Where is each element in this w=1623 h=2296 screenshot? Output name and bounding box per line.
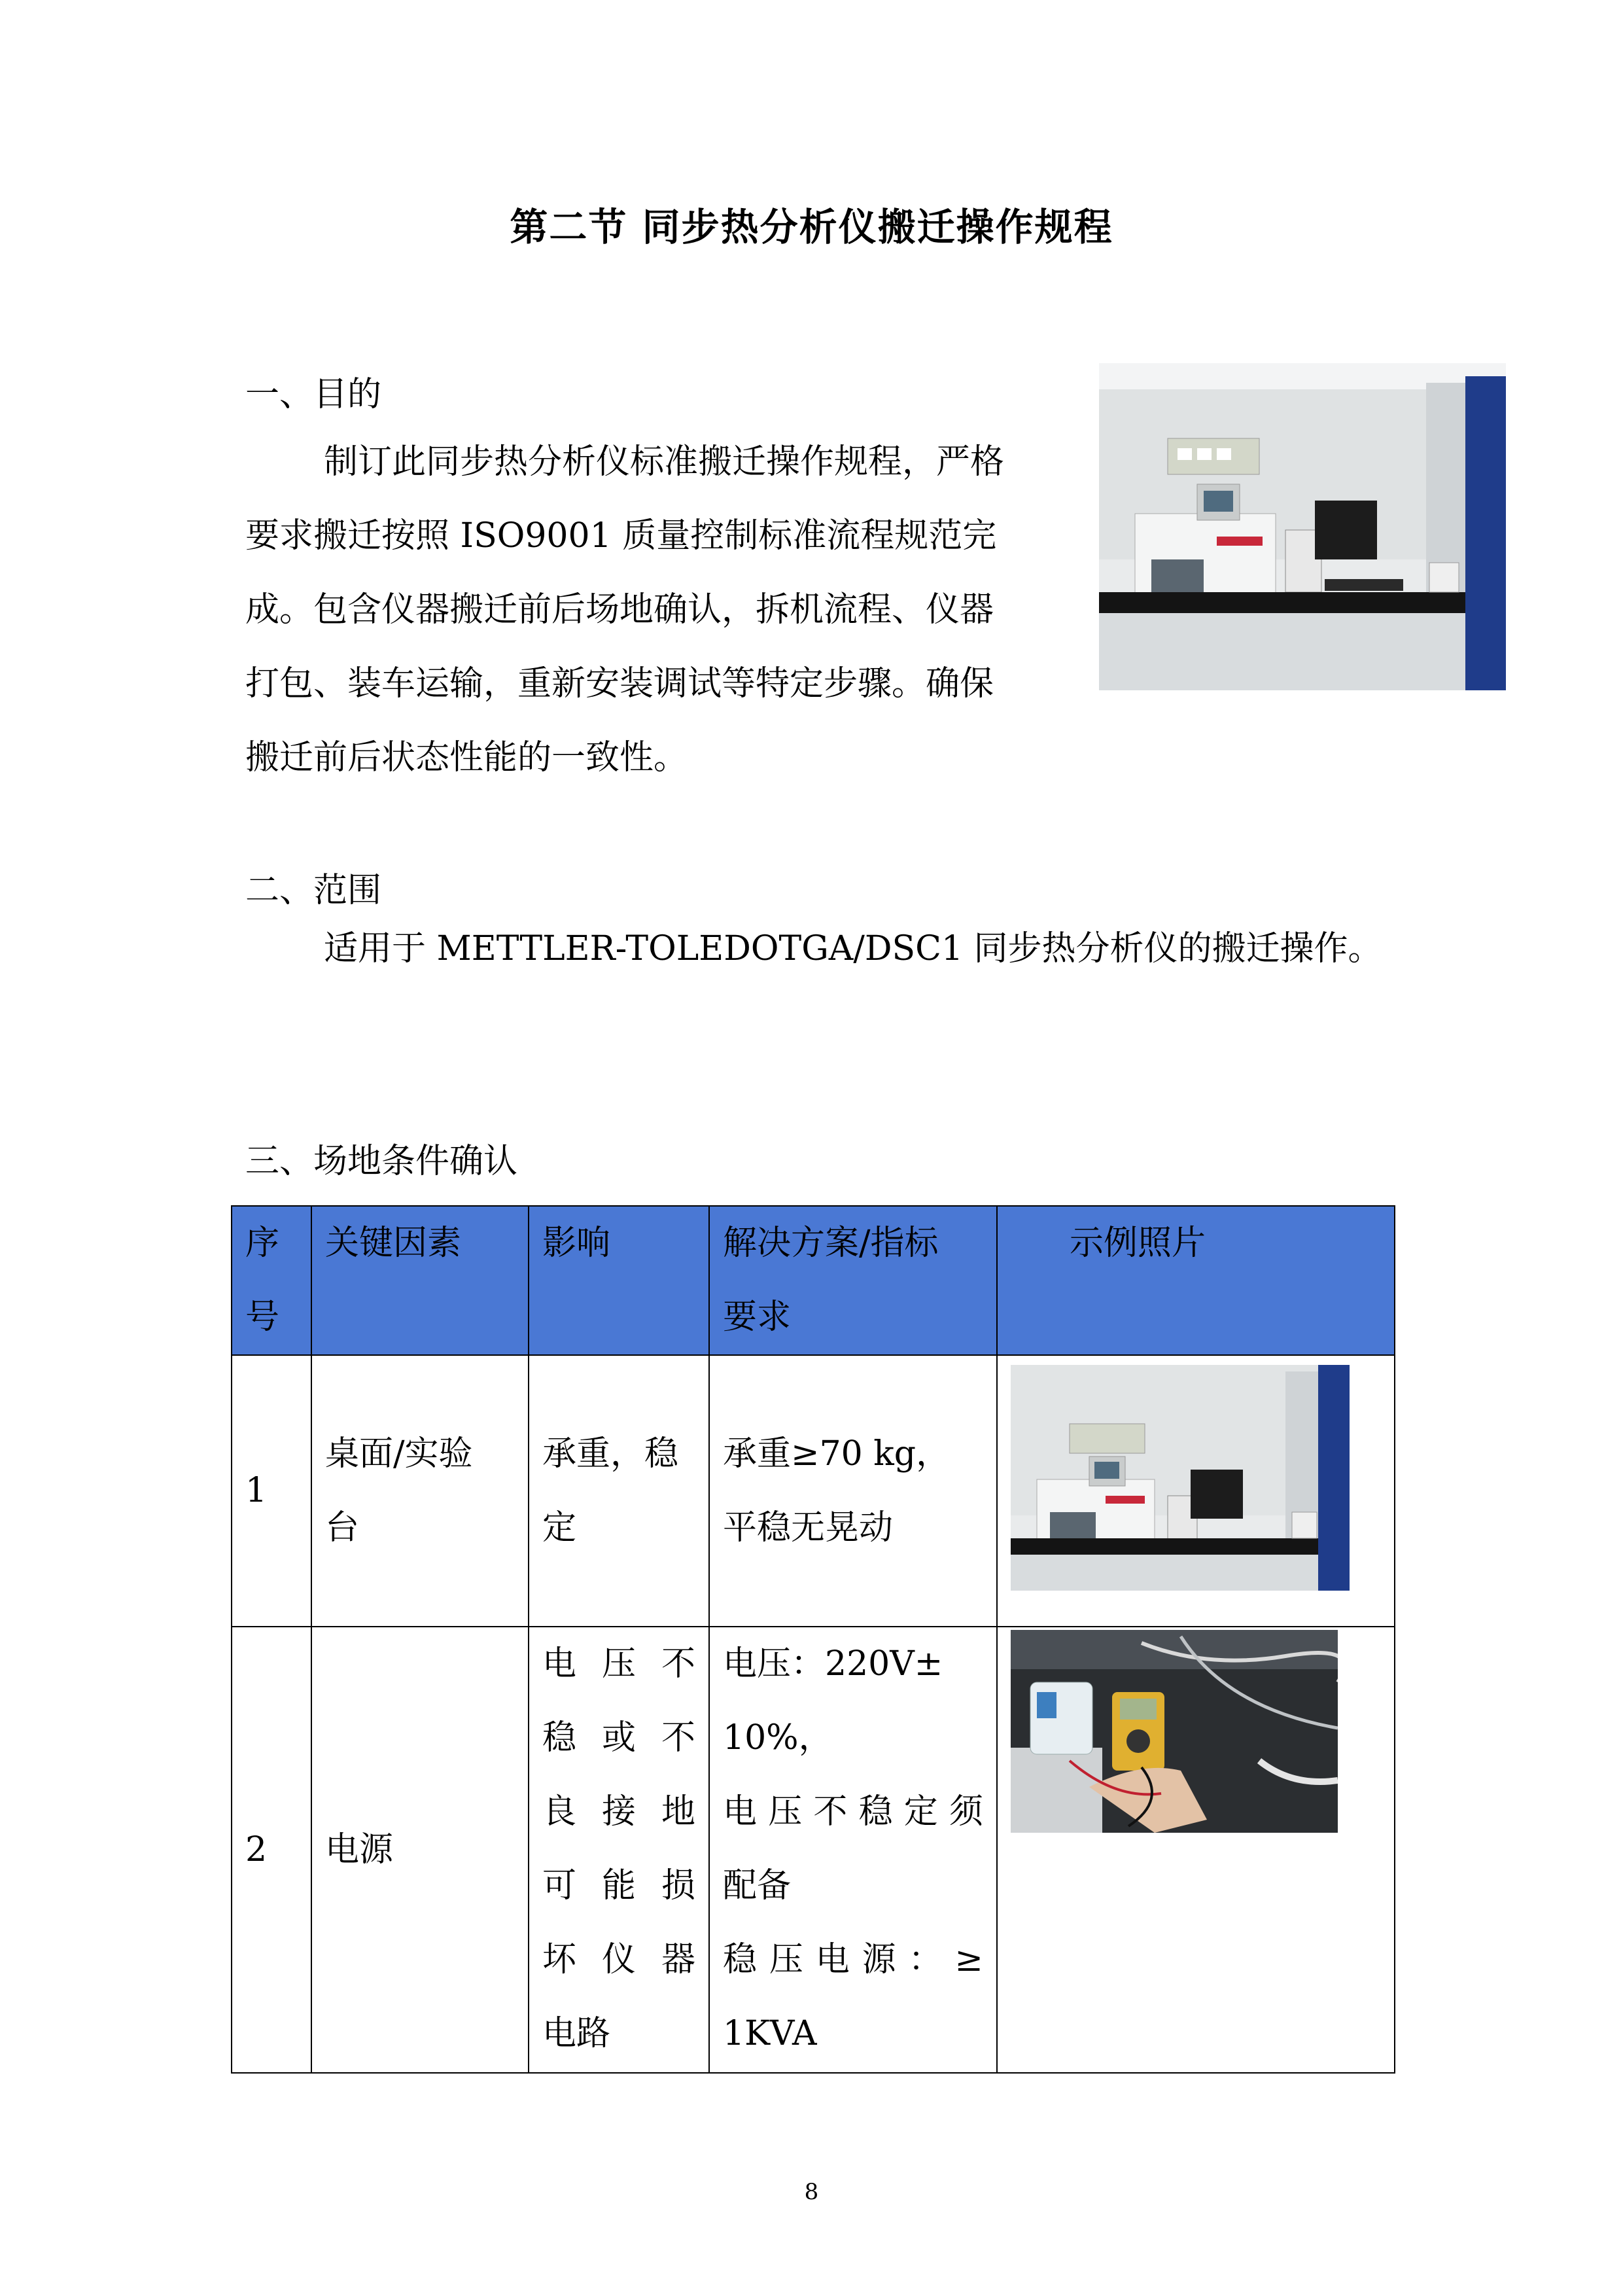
section-heading-site-conditions: 三、场地条件确认 <box>245 1142 518 1181</box>
row-impact-line: 电路 <box>542 2014 611 2053</box>
row-impact-line: 承重，稳 <box>542 1434 679 1474</box>
row-solution-line: 电压不稳定须 <box>723 1792 983 1831</box>
header-impact: 影响 <box>529 1206 709 1355</box>
row-photo-cell <box>997 1355 1395 1627</box>
row-factor-line: 桌面/实验 <box>325 1434 473 1474</box>
bench-photo <box>1011 1365 1350 1591</box>
scope-text: 适用于 METTLER-TOLEDOTGA/DSC1 同步热分析仪的搬迁操作。 <box>324 929 1382 968</box>
section-heading-purpose: 一、目的 <box>245 375 382 414</box>
purpose-line: 打包、装车运输，重新安装调试等特定步骤。确保 <box>245 664 994 703</box>
row-solution <box>709 1627 997 2073</box>
row-solution-line: 配备 <box>723 1866 792 1905</box>
row-solution-line: 10%， <box>723 1718 833 1757</box>
row-impact-line: 稳或不 <box>542 1718 695 1757</box>
row-solution-line: 电压：220V± <box>723 1644 943 1684</box>
header-seq <box>232 1206 311 1355</box>
row-seq: 1 <box>232 1355 311 1627</box>
row-factor-line: 台 <box>325 1508 360 1547</box>
row-photo-cell <box>997 1627 1395 2073</box>
header-seq-line: 序 <box>245 1224 280 1263</box>
header-seq-line: 号 <box>245 1298 280 1337</box>
header-solution-line: 解决方案/指标 <box>723 1224 939 1263</box>
purpose-line: 制订此同步热分析仪标准搬迁操作规程，严格 <box>324 442 1005 482</box>
row-impact-line: 可能损 <box>542 1866 695 1905</box>
table-row <box>232 1627 1395 2073</box>
purpose-line: 要求搬迁按照 ISO9001 质量控制标准流程规范完 <box>245 516 997 556</box>
purpose-paragraph <box>245 425 1070 795</box>
header-photo: 示例照片 <box>997 1206 1395 1355</box>
header-solution-line: 要求 <box>723 1298 792 1337</box>
row-factor <box>311 1355 529 1627</box>
page-number: 8 <box>804 2179 819 2205</box>
table-row <box>232 1355 1395 1627</box>
row-solution <box>709 1355 997 1627</box>
lab-bench-photo <box>1099 363 1506 690</box>
row-solution-line: 1KVA <box>723 2014 817 2053</box>
row-impact-line: 定 <box>542 1508 577 1547</box>
row-impact-line: 电压不 <box>542 1644 695 1684</box>
row-solution-line: 稳压电源：≥ <box>723 1940 983 1979</box>
row-impact-line: 良接地 <box>542 1792 695 1831</box>
site-conditions-table <box>231 1205 1395 2074</box>
row-impact <box>529 1355 709 1627</box>
row-seq: 2 <box>232 1627 311 2073</box>
row-factor: 电源 <box>311 1627 529 2073</box>
table-header-row <box>232 1206 1395 1355</box>
header-solution <box>709 1206 997 1355</box>
purpose-line: 搬迁前后状态性能的一致性。 <box>245 738 688 777</box>
voltage-measurement-photo <box>1011 1630 1338 1833</box>
row-solution-line: 平稳无晃动 <box>723 1508 894 1547</box>
row-impact-line: 坏仪器 <box>542 1940 695 1979</box>
row-solution-line: 承重≥70 kg， <box>723 1434 951 1474</box>
page-title: 第二节 同步热分析仪搬迁操作规程 <box>510 205 1113 249</box>
row-impact <box>529 1627 709 2073</box>
section-heading-scope: 二、范围 <box>245 871 382 910</box>
header-factor: 关键因素 <box>311 1206 529 1355</box>
purpose-line: 成。包含仪器搬迁前后场地确认，拆机流程、仪器 <box>245 590 994 629</box>
